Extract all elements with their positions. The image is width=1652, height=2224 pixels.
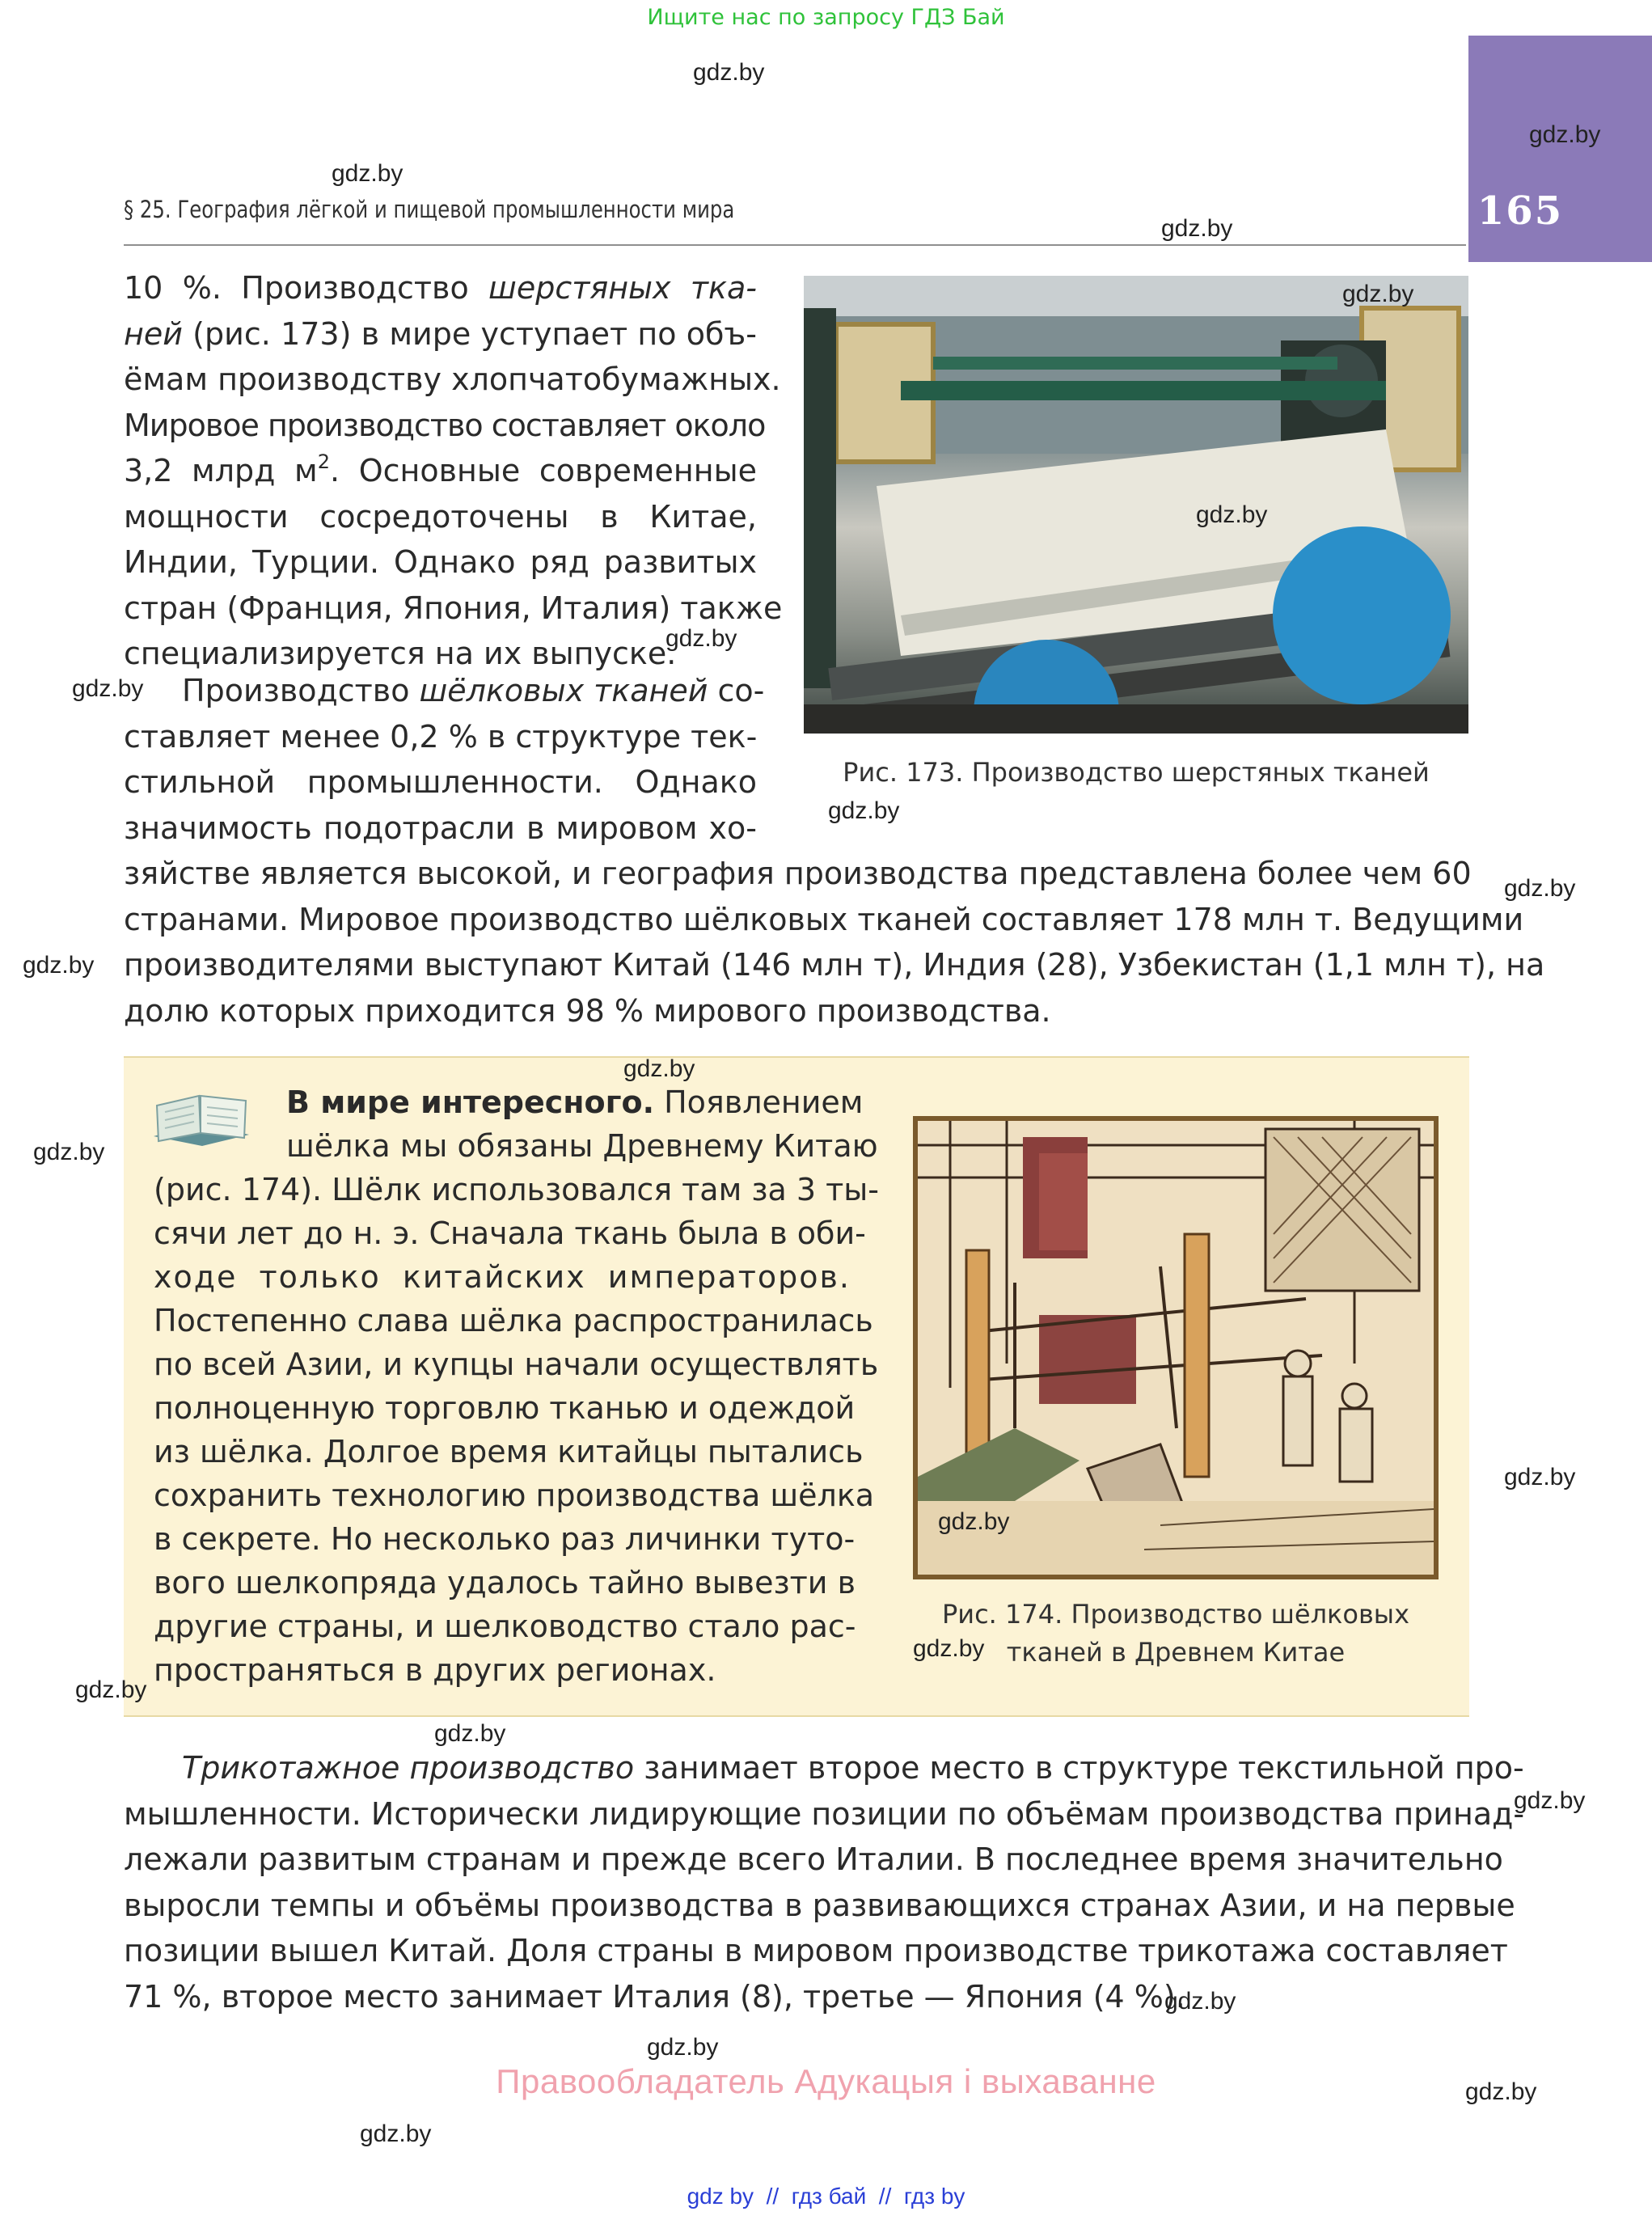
text-line: вого шелкопряда удалось тайно вывезти в — [154, 1565, 856, 1600]
text-line: пространяться в других регионах. — [154, 1652, 716, 1688]
watermark: gdz.by — [1164, 1988, 1236, 2015]
watermark: gdz.by — [1161, 215, 1233, 242]
text-line: мощности сосредоточены в Китае, — [124, 498, 757, 535]
text-line: В мире интересного. Появлением — [286, 1085, 864, 1120]
text-line: 3,2 млрд $м^2$. Основные современные — [124, 450, 757, 488]
text-line: из шёлка. Долгое время китайцы пытались — [154, 1434, 864, 1469]
watermark: gdz.by — [623, 1055, 695, 1082]
watermark: gdz.by — [938, 1508, 1010, 1535]
watermark: gdz.by — [75, 1676, 147, 1703]
watermark: gdz.by — [665, 625, 737, 652]
watermark: gdz.by — [1504, 875, 1576, 902]
text-line: стран (Франция, Япония, Италия) также — [124, 590, 783, 626]
paragraph-knitwear — [124, 1745, 1525, 2019]
header-divider — [124, 244, 1466, 246]
watermark: gdz.by — [1465, 2078, 1537, 2105]
text-line: ходе только китайских императоров. — [154, 1259, 851, 1295]
figure-174-caption-line2: тканей в Древнем Китае — [1006, 1637, 1346, 1668]
text-line: по всей Азии, и купцы начали осуществлять — [154, 1347, 879, 1382]
text-line: в секрете. Но несколько раз личинки туто- — [154, 1521, 856, 1557]
figure-174-caption-line1: Рис. 174. Производство шёлковых — [941, 1599, 1409, 1630]
page-number: 165 — [1477, 188, 1564, 234]
watermark: gdz.by — [913, 1635, 985, 1662]
watermark: gdz.by — [1342, 281, 1414, 307]
text-line: значимость подотрасли в мировом хо- — [124, 810, 757, 846]
box-heading: В мире интересного. — [286, 1085, 655, 1120]
text-line: ёмам производству хлопчатобумажных. — [124, 362, 781, 397]
figure-173-loom-photo — [804, 276, 1468, 734]
text-line: стильной промышленности. Однако — [124, 764, 757, 800]
watermark: gdz.by — [1504, 1464, 1576, 1490]
figure-173-caption: Рис. 173. Производство шерстяных тканей — [843, 757, 1430, 788]
text-line: производителями выступают Китай (146 млн т), Индия (28), Узбекистан (1,1 млн т), на — [124, 947, 1545, 983]
watermark: gdz.by — [828, 797, 900, 824]
watermark: gdz.by — [1196, 501, 1268, 528]
text-line: странами. Мировое производство шёлковых тканей составляет 178 млн т. Ведущими — [124, 901, 1524, 937]
text-line: сячи лет до н. э. Сначала ткань была в оби- — [154, 1216, 866, 1251]
watermark: gdz.by — [647, 2034, 719, 2061]
text-line: ней (рис. 173) в мире уступает по объ- — [124, 315, 757, 352]
box-text — [154, 1080, 880, 1692]
watermark: gdz.by — [33, 1139, 105, 1165]
text-line: другие страны, и шелководство стало рас- — [154, 1609, 856, 1644]
section-header: § 25. География лёгкой и пищевой промышленности мира — [124, 196, 735, 223]
watermark: gdz.by — [434, 1720, 506, 1747]
text-line: 10 %. Производство шерстяных тка- — [124, 270, 757, 306]
text-line: зяйстве является высокой, и география производства представлена более чем 60 — [124, 856, 1472, 891]
text-line: долю которых приходится 98 % мирового производства. — [124, 992, 1051, 1029]
text-line: 71 %, второе место занимает Италия (8), третье — Япония (4 %). — [124, 1978, 1185, 2015]
watermark: gdz.by — [1514, 1787, 1586, 1814]
copyright-holder: Правообладатель Адукацыя і выхаванне — [496, 2062, 1156, 2100]
text-line: Индии, Турции. Однако ряд развитых — [124, 544, 757, 580]
text-line: Производство шёлковых тканей со- — [182, 673, 765, 708]
watermark: gdz.by — [1529, 121, 1601, 148]
text-line: полноценную торговлю тканью и одеждой — [154, 1390, 856, 1426]
watermark: gdz.by — [23, 952, 95, 979]
top-banner[interactable]: Ищите нас по запросу ГДЗ Бай — [647, 5, 1005, 30]
text-line: позиции вышел Китай. Доля страны в мировом производстве трикотажа составляет — [124, 1933, 1508, 1968]
text-line: (рис. 174). Шёлк использовался там за 3 ты- — [154, 1172, 880, 1207]
paragraph-wool — [124, 265, 783, 677]
text-line: Постепенно слава шёлка распространилась — [154, 1303, 873, 1338]
text-line: Мировое производство составляет около — [124, 407, 766, 443]
text-line: выросли темпы и объёмы производства в развивающихся странах Азии, и на первые — [124, 1887, 1515, 1923]
text-line: лежали развитым странам и прежде всего Италии. В последнее время значительно — [124, 1841, 1503, 1877]
watermark: gdz.by — [332, 160, 403, 187]
text-line: шёлка мы обязаны Древнему Китаю — [286, 1128, 878, 1164]
text-line: специализируется на их выпуске. — [124, 636, 677, 671]
text-line: ставляет менее 0,2 % в структуре тек- — [124, 718, 758, 755]
text-line: мышленности. Исторически лидирующие позиции по объёмам производства принад- — [124, 1795, 1525, 1832]
watermark: gdz.by — [72, 675, 144, 702]
text-line: сохранить технологию производства шёлка — [154, 1478, 875, 1513]
watermark: gdz.by — [360, 2120, 432, 2147]
watermark: gdz.by — [693, 59, 765, 86]
text-line: Трикотажное производство занимает второе место в структуре текстильной про- — [182, 1750, 1524, 1786]
footer-links[interactable]: gdz by // гдз бай // гдз by — [687, 2184, 965, 2209]
